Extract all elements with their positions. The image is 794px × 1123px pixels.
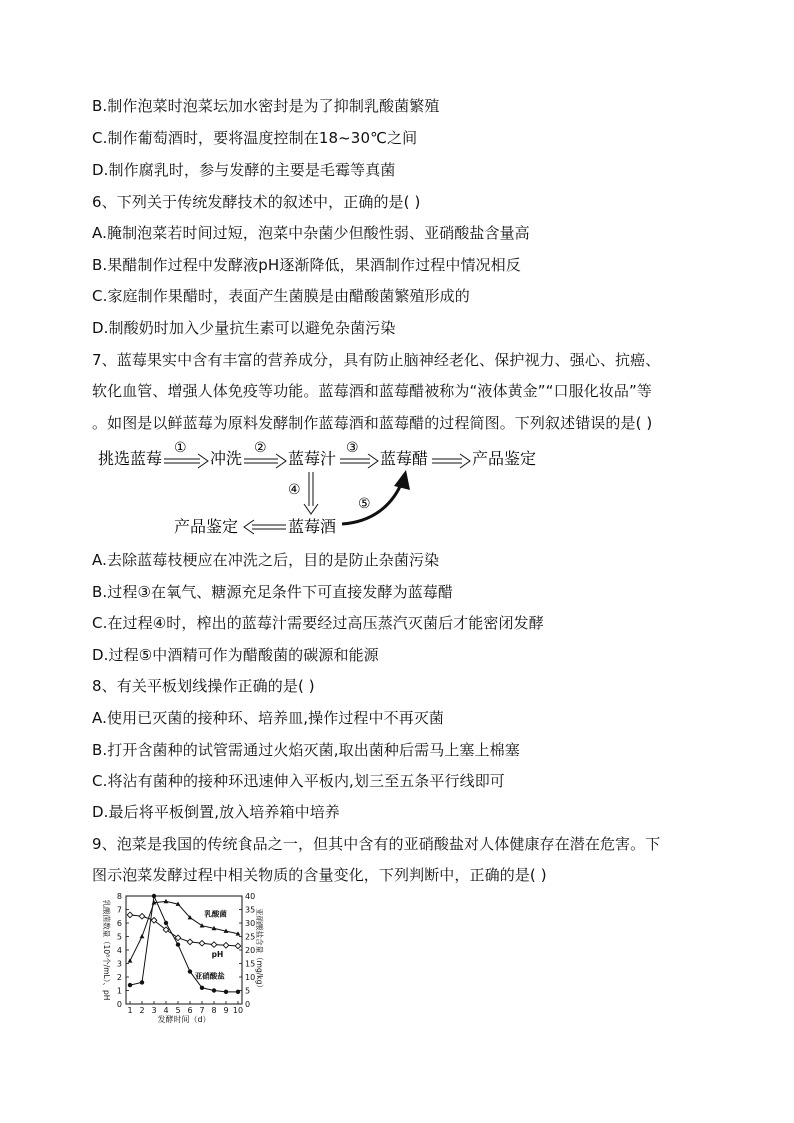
y-right-tick-label: 0 <box>245 1000 251 1009</box>
point-triangle <box>164 899 169 903</box>
option-7b: B.过程③在氧气、糖源充足条件下可直接发酵为蓝莓醋 <box>92 583 454 601</box>
y-right-tick-label: 5 <box>245 986 251 996</box>
x-tick-label: 10 <box>232 1006 244 1015</box>
y-right-tick-label: 35 <box>245 905 256 915</box>
option-8a: A.使用已灭菌的接种环、培养皿,操作过程中不再灭菌 <box>92 709 445 727</box>
option-6d: D.制酸奶时加入少量抗生素可以避免杂菌污染 <box>92 319 396 337</box>
y-left-tick-label: 5 <box>116 932 122 942</box>
y-left-tick-label: 3 <box>116 959 122 969</box>
y-right-tick-label: 20 <box>245 946 256 955</box>
point-diamond <box>199 940 205 946</box>
flow-arrow-4 <box>304 472 318 514</box>
option-8b: B.打开含菌种的试管需通过火焰灭菌,取出菌种后需马上塞上棉塞 <box>92 741 520 759</box>
option-6a: A.腌制泡菜若时间过短，泡菜中杂菌少但酸性弱、亚硝酸盐含量高 <box>92 224 530 242</box>
flow-node-wine: 蓝莓酒 <box>288 517 337 536</box>
point-circle <box>152 894 156 898</box>
y-left-tick-label: 8 <box>116 892 122 901</box>
y-right-tick-label: 30 <box>245 919 256 928</box>
flow-node-select: 挑选蓝莓 <box>98 449 163 468</box>
option-8c: C.将沾有菌种的接种环迅速伸入平板内,划三至五条平行线即可 <box>92 772 505 790</box>
flow-node-identify-2: 产品鉴定 <box>174 517 239 536</box>
point-circle <box>176 942 180 946</box>
option-5c: C.制作葡萄酒时，要将温度控制在18~30℃之间 <box>92 129 418 147</box>
flow-arrow-5 <box>342 470 410 524</box>
flow-node-juice: 蓝莓汁 <box>288 449 337 468</box>
x-tick-label: 7 <box>199 1006 205 1015</box>
y-right-tick-label: 25 <box>245 932 256 942</box>
option-5b: B.制作泡菜时泡菜坛加水密封是为了抑制乳酸菌繁殖 <box>92 97 440 115</box>
flow-step-4: ④ <box>288 482 301 498</box>
flow-arrow-6 <box>432 454 470 468</box>
y-left-tick-label: 0 <box>116 1000 122 1009</box>
point-triangle <box>200 923 205 927</box>
point-diamond <box>139 913 145 919</box>
flow-node-wash: 冲洗 <box>210 449 243 468</box>
question-8: 8、有关平板划线操作正确的是( ) <box>92 677 315 695</box>
x-tick-label: 3 <box>151 1006 157 1015</box>
x-axis-label: 发酵时间（d） <box>157 1015 211 1024</box>
point-circle <box>212 988 216 992</box>
y-right-tick-label: 10 <box>245 973 256 982</box>
y-right-axis-label: 亚硝酸盐含量（mg/kg） <box>255 908 264 992</box>
x-tick-label: 8 <box>211 1006 217 1015</box>
point-circle <box>140 980 144 984</box>
question-9-line1: 9、泡菜是我国的传统食品之一，但其中含有的亚硝酸盐对人体健康存在潜在危害。下 <box>92 835 661 853</box>
y-right-tick-label: 15 <box>245 959 256 969</box>
point-diamond <box>235 943 241 949</box>
point-circle <box>200 986 204 990</box>
option-7c: C.在过程④时，榨出的蓝莓汁需要经过高压蒸汽灭菌后才能密闭发酵 <box>92 614 544 632</box>
point-diamond <box>223 942 229 948</box>
flow-step-1: ① <box>174 440 187 456</box>
question-6: 6、下列关于传统发酵技术的叙述中，正确的是( ) <box>92 193 421 211</box>
y-right-tick-label: 40 <box>245 892 256 901</box>
series-label: pH <box>211 949 224 959</box>
point-circle <box>164 921 168 925</box>
option-8d: D.最后将平板倒置,放入培养箱中培养 <box>92 803 340 821</box>
question-9-line2: 图示泡菜发酵过程中相关物质的含量变化，下列判断中，正确的是( ) <box>92 866 547 884</box>
x-tick-label: 5 <box>175 1006 181 1015</box>
point-diamond <box>211 942 217 948</box>
y-left-tick-label: 2 <box>116 973 122 982</box>
option-7d: D.过程⑤中酒精可作为醋酸菌的碳源和能源 <box>92 646 379 664</box>
flow-arrow-1 <box>164 454 208 468</box>
y-left-tick-label: 6 <box>116 919 122 928</box>
flow-arrow-2 <box>244 454 286 468</box>
flow-node-identify-1: 产品鉴定 <box>472 449 537 468</box>
point-circle <box>236 990 240 994</box>
question-7-line2: 软化血管、增强人体免疫等功能。蓝莓酒和蓝莓醋被称为“液体黄金”“口服化妆品”等 <box>92 382 652 400</box>
y-left-tick-label: 7 <box>116 905 122 915</box>
point-circle <box>128 983 132 987</box>
point-diamond <box>127 912 133 918</box>
point-triangle <box>140 934 145 938</box>
fermentation-chart <box>92 888 262 1023</box>
point-triangle <box>128 958 133 962</box>
x-tick-label: 2 <box>139 1006 145 1015</box>
question-7-line1: 7、蓝莓果实中含有丰富的营养成分，具有防止脑神经老化、保护视力、强心、抗癌、 <box>92 351 661 369</box>
point-diamond <box>187 939 193 945</box>
point-circle <box>224 990 228 994</box>
x-tick-label: 9 <box>223 1006 229 1015</box>
point-diamond <box>175 935 181 941</box>
x-tick-label: 6 <box>187 1006 193 1015</box>
option-6c: C.家庭制作果醋时，表面产生菌膜是由醋酸菌繁殖形成的 <box>92 287 470 305</box>
point-circle <box>188 969 192 973</box>
blueberry-process-diagram <box>92 436 552 546</box>
option-7a: A.去除蓝莓枝梗应在冲洗之后，目的是防止杂菌污染 <box>92 551 440 569</box>
series-label: 亚硝酸盐 <box>194 971 225 981</box>
series-label: 乳酸菌 <box>204 909 227 919</box>
flow-arrow-3 <box>340 454 378 468</box>
flow-step-5: ⑤ <box>358 496 371 512</box>
flow-step-2: ② <box>254 440 267 456</box>
flow-node-vinegar: 蓝莓醋 <box>380 449 429 468</box>
y-left-axis-label: 乳酸菌数量（10⁸个/mL）、pH <box>102 899 111 1001</box>
x-tick-label: 1 <box>127 1006 133 1015</box>
x-tick-label: 4 <box>163 1006 169 1015</box>
option-5d: D.制作腐乳时，参与发酵的主要是毛霉等真菌 <box>92 161 396 179</box>
question-7-line3: 。如图是以鲜蓝莓为原料发酵制作蓝莓酒和蓝莓醋的过程简图。下列叙述错误的是( ) <box>92 414 653 432</box>
y-left-tick-label: 1 <box>116 986 122 996</box>
y-left-tick-label: 4 <box>116 946 122 955</box>
option-6b: B.果醋制作过程中发酵液pH逐渐降低，果酒制作过程中情况相反 <box>92 256 521 274</box>
flow-arrow-7 <box>244 520 286 534</box>
flow-step-3: ③ <box>346 440 359 456</box>
